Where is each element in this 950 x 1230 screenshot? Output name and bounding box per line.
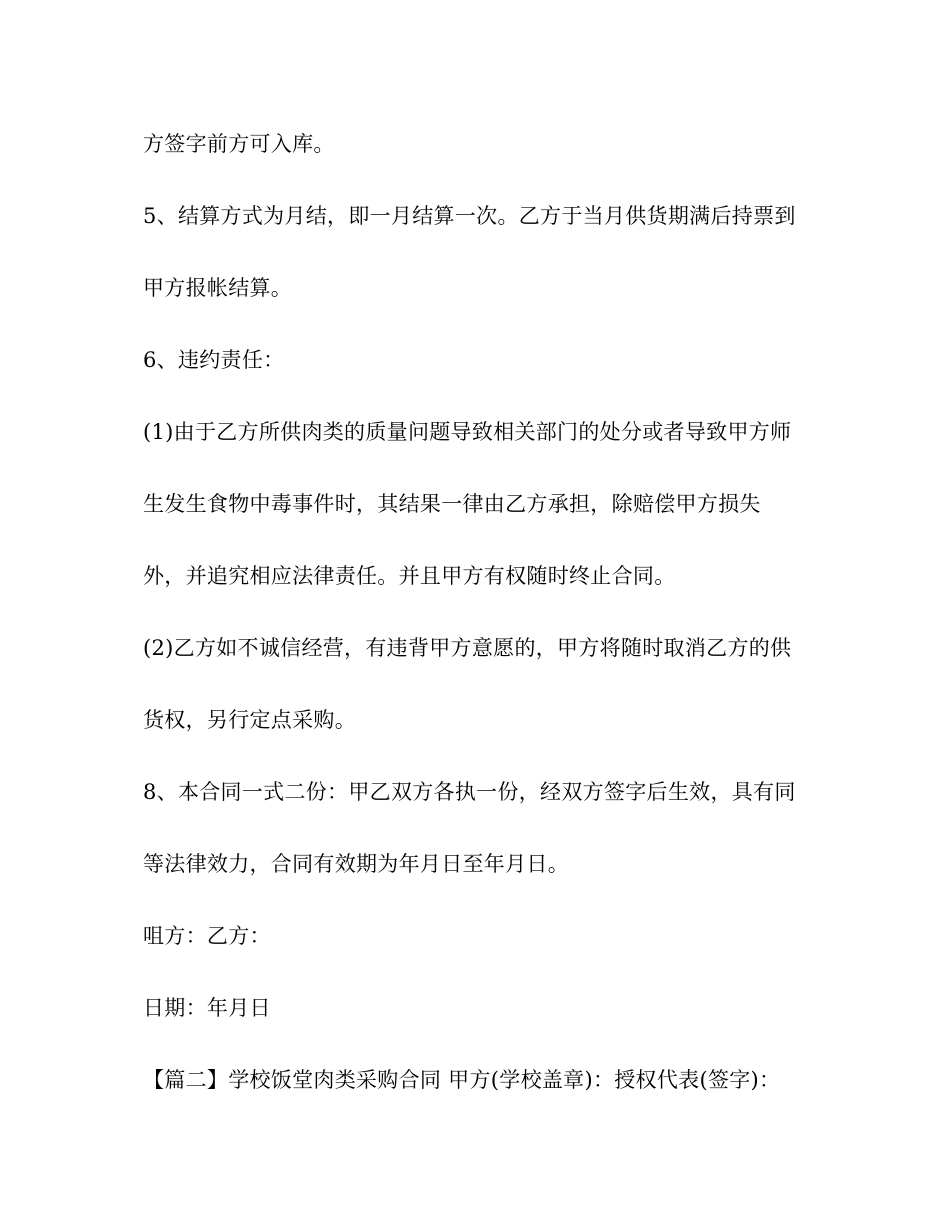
text-line-13: 日期：年月日 [143,996,271,1020]
text-line-6: 生发生食物中毒事件时，其结果一律由乙方承担，除赔偿甲方损失 [143,492,761,516]
text-line-10: 8、本合同一式二份：甲乙双方各执一份，经双方签字后生效，具有同 [143,780,796,804]
text-line-5: (1)由于乙方所供肉类的质量问题导致相关部门的处分或者导致甲方师 [143,420,792,444]
text-line-9: 货权，另行定点采购。 [143,708,356,732]
text-line-2: 5、结算方式为月结，即一月结算一次。乙方于当月供货期满后持票到 [143,204,796,228]
text-line-12: 咀方：乙方： [143,924,271,948]
text-line-8: (2)乙方如不诚信经营，有违背甲方意愿的，甲方将随时取消乙方的供 [143,636,792,660]
text-line-1: 方签字前方可入库。 [143,132,335,156]
text-line-14: 【篇二】学校饭堂肉类采购合同 甲方(学校盖章)：授权代表(签字)： [143,1068,781,1092]
text-line-11: 等法律效力，合同有效期为年月日至年月日。 [143,852,569,876]
text-line-4: 6、违约责任： [143,348,285,372]
text-line-3: 甲方报帐结算。 [143,276,293,300]
text-line-7: 外，并追究相应法律责任。并且甲方有权随时终止合同。 [143,564,676,588]
